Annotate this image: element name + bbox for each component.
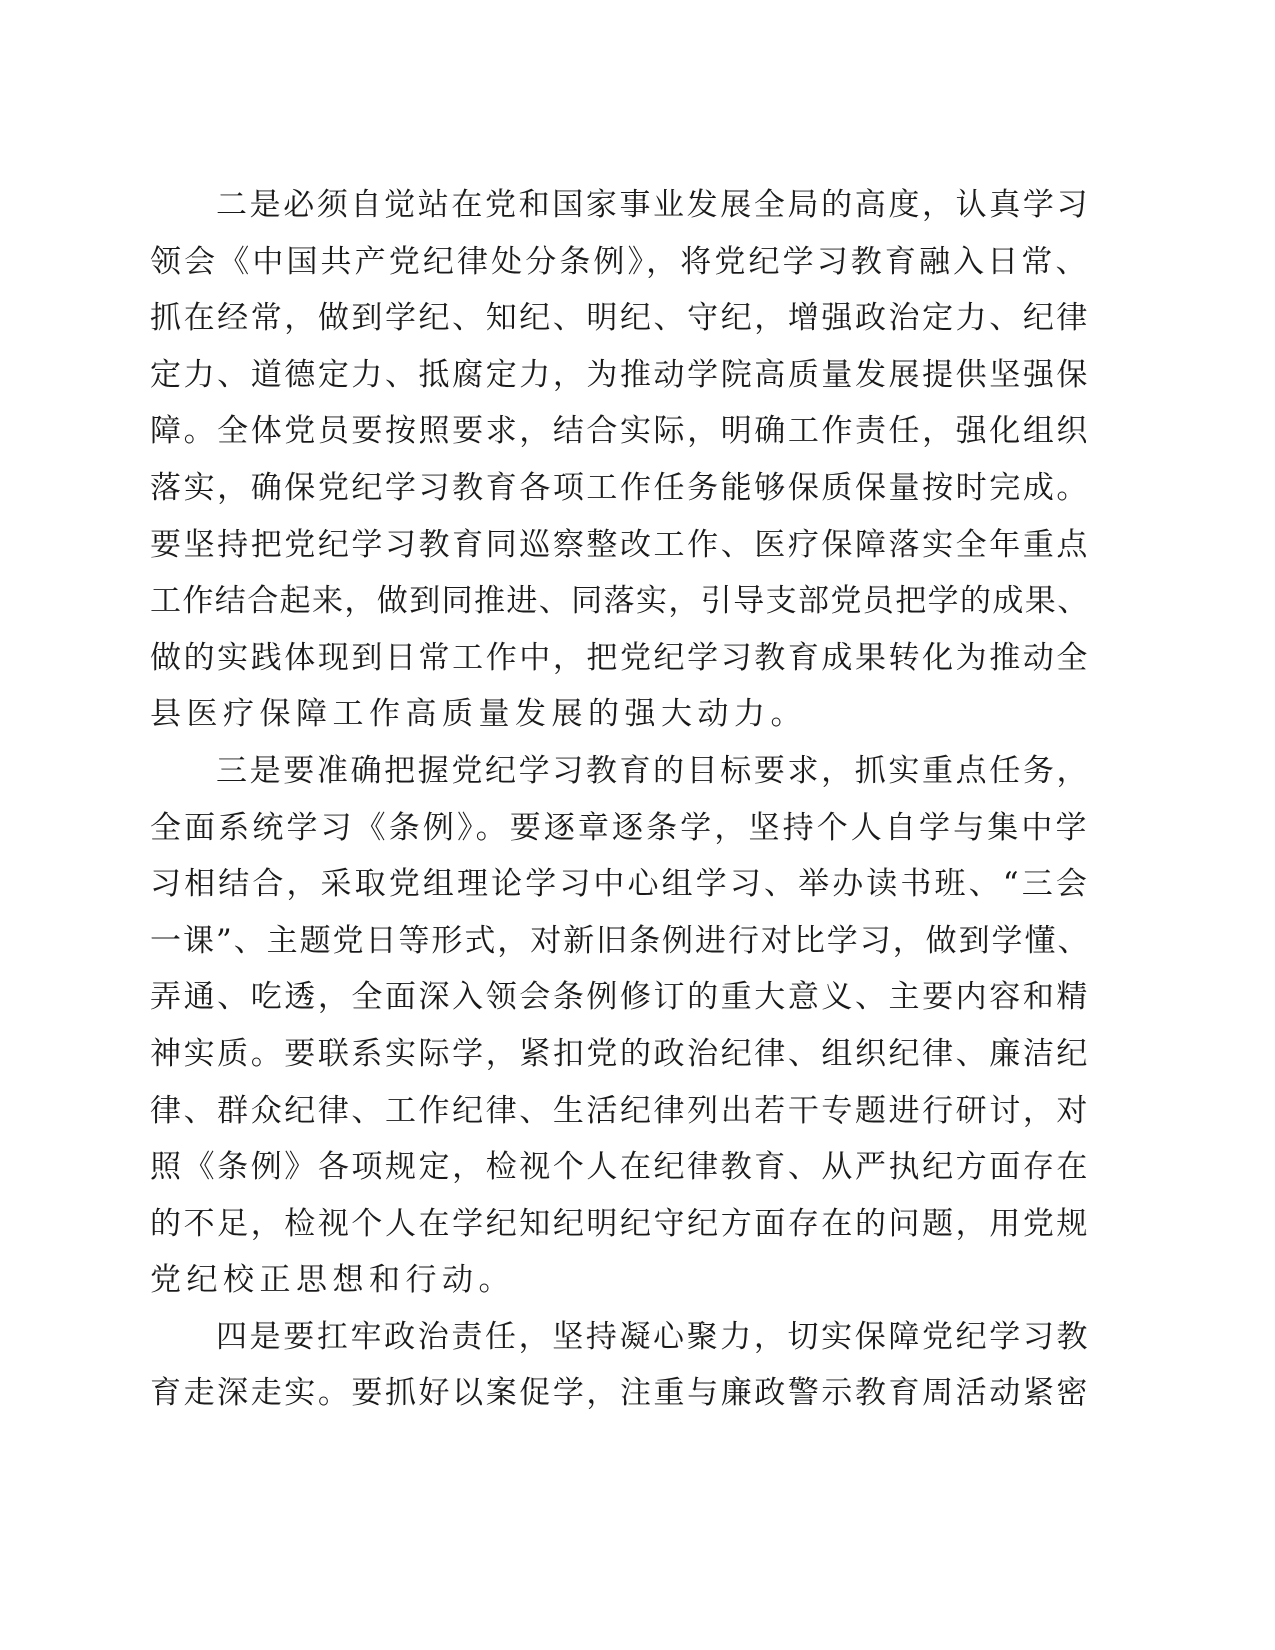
text-line: 领会《中国共产党纪律处分条例》，将党纪学习教育融入日常、	[150, 243, 1090, 280]
text-line: 习相结合，采取党组理论学习中心组学习、举办读书班、“三会	[150, 866, 1090, 903]
text-line: 的不足，检视个人在学纪知纪明纪守纪方面存在的问题，用党规	[150, 1205, 1090, 1242]
document-body	[150, 177, 1090, 1422]
text-line: 四是要扛牢政治责任，坚持凝心聚力，切实保障党纪学习教	[216, 1318, 1091, 1355]
text-line: 落实，确保党纪学习教育各项工作任务能够保质保量按时完成。	[150, 469, 1090, 506]
text-line: 照《条例》各项规定，检视个人在纪律教育、从严执纪方面存在	[150, 1149, 1090, 1186]
paragraph-4	[150, 1309, 1090, 1422]
text-line: 育走深走实。要抓好以案促学，注重与廉政警示教育周活动紧密	[150, 1375, 1090, 1412]
text-line: 做的实践体现到日常工作中，把党纪学习教育成果转化为推动全	[150, 639, 1090, 676]
text-line: 县医疗保障工作高质量发展的强大动力。	[150, 696, 807, 733]
text-line: 党纪校正思想和行动。	[150, 1262, 515, 1299]
text-line: 二是必须自觉站在党和国家事业发展全局的高度，认真学习	[216, 187, 1091, 223]
text-line: 三是要准确把握党纪学习教育的目标要求，抓实重点任务，	[216, 752, 1091, 789]
paragraph-2	[150, 177, 1090, 743]
paragraph-3	[150, 743, 1090, 1309]
text-line: 工作结合起来，做到同推进、同落实，引导支部党员把学的成果、	[150, 583, 1090, 620]
text-line: 定力、道德定力、抵腐定力，为推动学院高质量发展提供坚强保	[150, 356, 1090, 393]
text-line: 障。全体党员要按照要求，结合实际，明确工作责任，强化组织	[150, 413, 1090, 450]
text-line: 弄通、吃透，全面深入领会条例修订的重大意义、主要内容和精	[150, 979, 1090, 1016]
text-line: 要坚持把党纪学习教育同巡察整改工作、医疗保障落实全年重点	[150, 526, 1090, 563]
text-line: 律、群众纪律、工作纪律、生活纪律列出若干专题进行研讨，对	[150, 1092, 1090, 1129]
text-line: 一课”、主题党日等形式，对新旧条例进行对比学习，做到学懂、	[150, 922, 1091, 959]
text-line: 全面系统学习《条例》。要逐章逐条学，坚持个人自学与集中学	[150, 809, 1090, 846]
text-line: 抓在经常，做到学纪、知纪、明纪、守纪，增强政治定力、纪律	[150, 300, 1090, 337]
text-line: 神实质。要联系实际学，紧扣党的政治纪律、组织纪律、廉洁纪	[150, 1035, 1090, 1072]
